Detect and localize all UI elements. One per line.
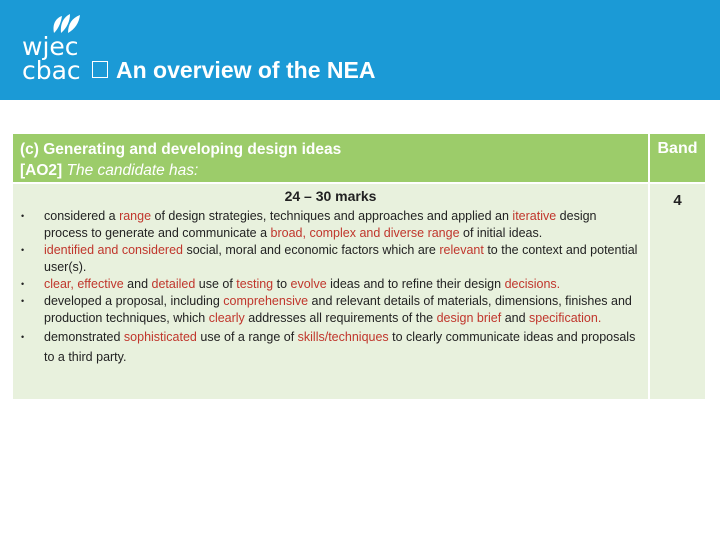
criteria-item — [21, 242, 641, 276]
criteria-text: of initial ideas. — [459, 226, 543, 240]
criteria-keyword: identified and considered — [44, 243, 183, 257]
wjec-cbac-logo — [22, 12, 92, 85]
assessment-table — [13, 134, 705, 399]
criteria-keyword: iterative — [512, 209, 557, 223]
criteria-keyword: specification. — [529, 311, 602, 325]
criteria-keyword: comprehensive — [223, 294, 309, 308]
bullet-icon: • — [21, 245, 25, 255]
checkbox-icon — [92, 61, 108, 78]
criteria-body-cell — [13, 184, 648, 399]
criteria-text: developed a proposal, including — [44, 294, 224, 308]
criteria-text: considered a — [44, 209, 120, 223]
criteria-text: design process to generate and communicate a — [44, 209, 597, 240]
criteria-keyword: decisions. — [504, 277, 561, 291]
logo-leaves-icon — [50, 12, 84, 34]
logo-text-cbac: cbac — [22, 56, 81, 85]
slide-header — [0, 0, 720, 100]
criteria-text: addresses all requirements of the — [244, 311, 437, 325]
bullet-icon: • — [21, 279, 25, 289]
criteria-list — [21, 208, 641, 367]
criteria-text: ideas and to refine their design — [326, 277, 505, 291]
criteria-text: and — [123, 277, 152, 291]
criteria-item — [21, 208, 641, 242]
criteria-text: use of a range of — [196, 330, 298, 344]
criteria-text: and — [501, 311, 530, 325]
criteria-keyword: sophisticated — [123, 330, 197, 344]
bullet-icon: • — [21, 332, 25, 342]
criteria-keyword: testing — [236, 277, 274, 291]
criteria-intro: The candidate has: — [66, 162, 199, 179]
criteria-keyword: detailed — [151, 277, 196, 291]
criteria-item — [21, 293, 641, 327]
criteria-text: of design strategies, techniques and approaches and applied an — [151, 209, 513, 223]
criteria-text: to — [273, 277, 291, 291]
criteria-keyword: clear, effective — [44, 277, 124, 291]
criteria-keyword: relevant — [439, 243, 484, 257]
criteria-text: demonstrated — [44, 330, 124, 344]
criteria-header-cell — [13, 134, 648, 182]
assessment-objective: [AO2] — [20, 162, 63, 179]
logo-text-wjec: wjec — [22, 32, 79, 61]
criteria-keyword: clearly — [208, 311, 245, 325]
criteria-item — [21, 276, 641, 293]
band-header-cell: Band — [650, 134, 705, 182]
criteria-heading — [20, 139, 648, 160]
criteria-text: to the context and potential user(s). — [44, 243, 638, 274]
criteria-text: use of — [195, 277, 237, 291]
criteria-heading-title: (c) Generating and developing design ideas — [20, 141, 342, 158]
marks-range: 24 – 30 marks — [284, 188, 377, 204]
band-value-cell: 4 — [650, 184, 705, 399]
criteria-text: social, moral and economic factors which are — [183, 243, 440, 257]
criteria-text: to clearly communicate ideas and proposals to a third party. — [44, 330, 636, 364]
bullet-icon: • — [21, 211, 25, 221]
bullet-icon: • — [21, 296, 25, 306]
criteria-keyword: design brief — [436, 311, 502, 325]
slide-title: An overview of the NEA — [116, 57, 376, 83]
criteria-keyword: evolve — [290, 277, 327, 291]
criteria-subheading — [20, 160, 648, 181]
criteria-item — [21, 327, 641, 367]
criteria-text: and relevant details of materials, dimensions, finishes and production techniques, which — [44, 294, 632, 325]
criteria-keyword: broad, complex and diverse range — [270, 226, 460, 240]
criteria-keyword: skills/techniques — [297, 330, 389, 344]
criteria-keyword: range — [119, 209, 152, 223]
